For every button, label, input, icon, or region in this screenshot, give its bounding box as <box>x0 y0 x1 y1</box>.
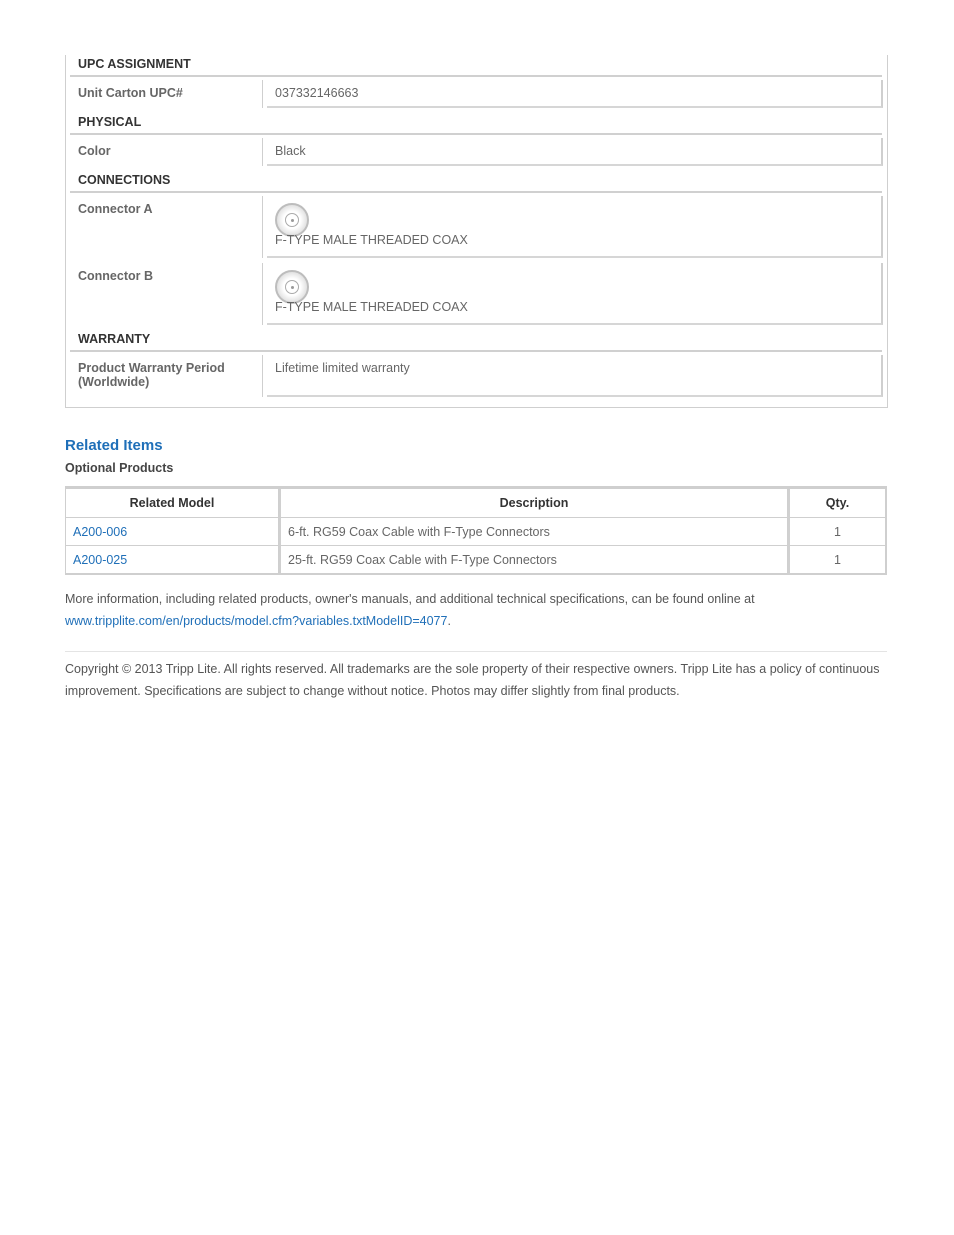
related-qty: 1 <box>788 546 885 573</box>
connector-a-text: F-TYPE MALE THREADED COAX <box>275 233 468 247</box>
spec-value-connector-a <box>267 196 883 258</box>
spec-row-color <box>70 138 883 166</box>
column-header-qty: Qty. <box>788 489 885 518</box>
spec-label: Unit Carton UPC# <box>70 80 263 108</box>
footer-divider <box>65 651 887 652</box>
spec-row-connector-b <box>70 263 883 325</box>
related-items-heading: Related Items <box>65 437 163 454</box>
column-header-description: Description <box>279 489 788 518</box>
related-model-link[interactable]: A200-025 <box>66 546 279 573</box>
product-page-link[interactable]: www.tripplite.com/en/products/model.cfm?variables.txtModelID=4077 <box>65 614 448 628</box>
column-header-model: Related Model <box>66 489 279 518</box>
section-heading-connections: CONNECTIONS <box>70 171 882 193</box>
table-row <box>66 518 885 546</box>
related-description: 25-ft. RG59 Coax Cable with F-Type Connectors <box>279 546 788 573</box>
spec-label: Connector B <box>70 263 263 325</box>
f-type-connector-icon <box>275 203 309 237</box>
connector-b-text: F-TYPE MALE THREADED COAX <box>275 300 468 314</box>
spec-value-connector-b <box>267 263 883 325</box>
copyright-text: Copyright © 2013 Tripp Lite. All rights reserved. All trademarks are the sole property of their respective owners. Tripp Lite has a policy of continuous improvement. Specifications are subject to change without notice. Photos may differ slightly from final products. <box>65 662 880 698</box>
related-products-table <box>65 486 887 575</box>
spec-label: Product Warranty Period (Worldwide) <box>70 355 263 397</box>
spec-value: 037332146663 <box>267 80 883 108</box>
more-info-paragraph <box>65 588 887 632</box>
f-type-connector-icon <box>275 270 309 304</box>
more-info-text: More information, including related products, owner's manuals, and additional technical specifications, can be found online at <box>65 592 755 606</box>
spec-value: Black <box>267 138 883 166</box>
section-heading-warranty: WARRANTY <box>70 330 882 352</box>
section-heading-upc: UPC ASSIGNMENT <box>70 55 882 77</box>
related-description: 6-ft. RG59 Coax Cable with F-Type Connectors <box>279 518 788 546</box>
spec-value: Lifetime limited warranty <box>267 355 883 397</box>
related-model-link[interactable]: A200-006 <box>66 518 279 546</box>
optional-products-heading: Optional Products <box>65 461 174 475</box>
section-heading-physical: PHYSICAL <box>70 113 882 135</box>
spec-row-connector-a <box>70 196 883 258</box>
link-suffix: . <box>447 614 451 628</box>
spec-row-warranty-period <box>70 355 883 397</box>
specifications-table <box>65 55 888 408</box>
spec-label: Connector A <box>70 196 263 258</box>
related-qty: 1 <box>788 518 885 546</box>
spec-label: Color <box>70 138 263 166</box>
table-header-row <box>66 489 885 518</box>
spec-row-unit-carton-upc <box>70 80 883 108</box>
table-row <box>66 546 885 573</box>
